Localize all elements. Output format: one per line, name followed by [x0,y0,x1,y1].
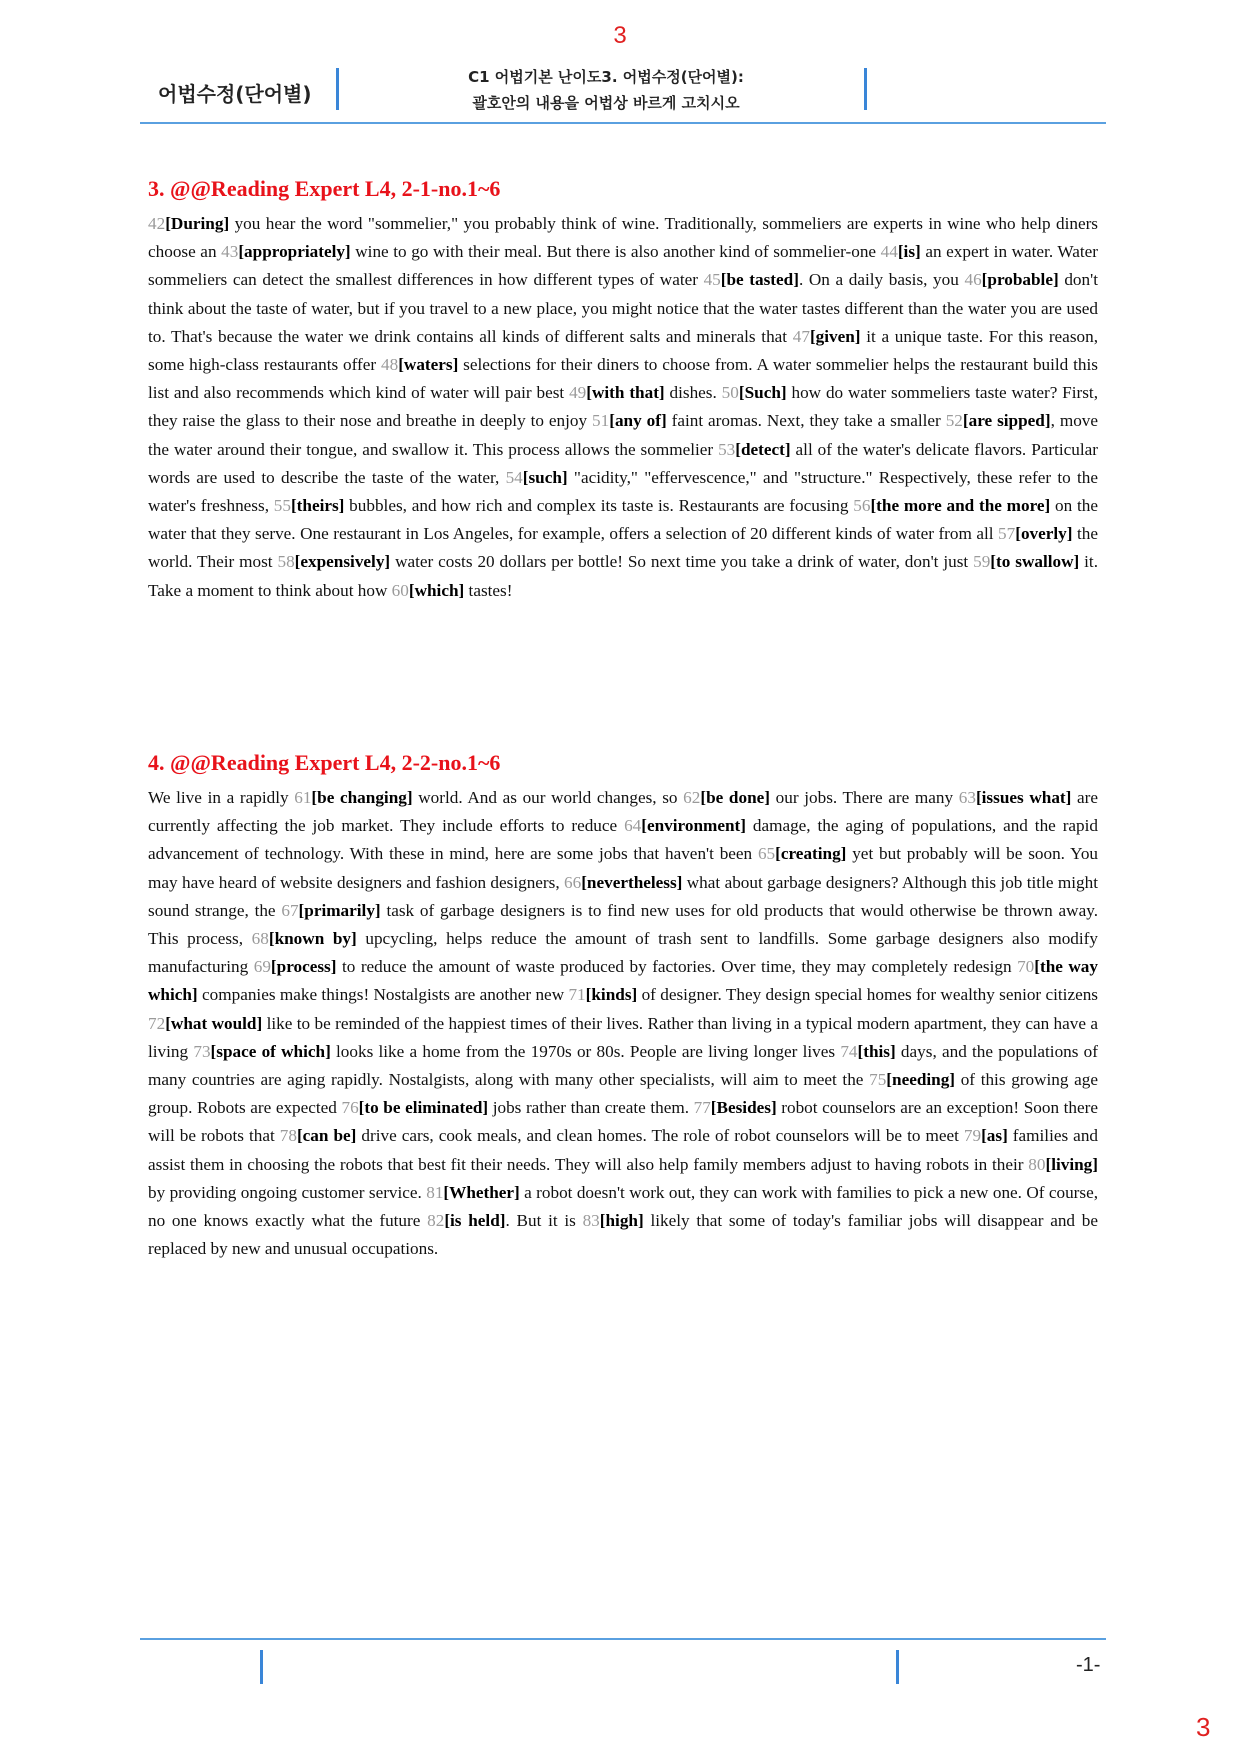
passage-text: you hear the word "sommelier," you probably think of wine. Traditionally, sommeliers are experts in wine who help diners choose an [148,214,1098,262]
question-number: 42 [148,214,166,233]
passage-text: are currently affecting the job market. They include efforts to reduce [148,788,1099,836]
header-subtitle-line1: C1 어법기본 난이도3. 어법수정(단어별): [468,68,744,86]
passage-text: damage, the aging of populations, and the rapid advancement of technology. With these in mind, here are some jobs that haven't been [148,816,1099,864]
question-number: 57 [998,524,1016,544]
bracketed-word: [creating] [775,844,847,864]
bracketed-word: [the more and the more] [870,496,1051,516]
passage-text: "acidity," "effervescence," and "structure." Respectively, these refer to the water's freshness, [148,467,1098,516]
bracketed-word: [are sipped] [962,411,1051,431]
passage-text: yet but probably will be soon. You may have heard of website designers and fashion designers, [148,844,1099,892]
question-number: 77 [693,1098,711,1118]
question-number: 48 [381,355,399,375]
question-number: 80 [1028,1154,1046,1174]
bracketed-word: [to swallow] [990,552,1080,572]
question-number: 65 [757,844,776,864]
passage-text: don't think about the taste of water, but if you travel to a new place, you might notice that the water tastes different than the water you are used to. That's because the water we drink contains all kinds of different salts and minerals that [148,270,1098,346]
bracketed-word: [process] [270,957,337,977]
page-header [140,60,1106,122]
passage-text: upcycling, helps reduce the amount of trash sent to landfills. Some garbage designers also modify manufacturing [148,929,1098,977]
question-number: 78 [279,1126,297,1146]
bracketed-word: [be changing] [311,788,413,807]
header-subtitle-line2: 괄호안의 내용을 어법상 바르게 고치시오 [472,94,740,112]
passage-text: . On a daily basis, you [798,270,965,290]
bracketed-word: [Whether] [443,1182,520,1202]
question-number: 70 [1017,957,1035,977]
section-4 [148,748,1098,1263]
passage-text: task of garbage designers is to find new uses for old products that would otherwise be thrown away. This process, [148,900,1098,949]
bracketed-word: [high] [599,1211,644,1231]
question-number: 81 [426,1182,444,1202]
passage-text: families and assist them in choosing the robots that best fit their needs. They will also help family members adjust to having robots in their [148,1126,1099,1174]
bracketed-word: [living] [1045,1154,1098,1174]
passage-text: of designer. They design special homes for wealthy senior citizens [637,985,1098,1005]
passage-text: drive cars, cook meals, and clean homes. The role of robot counselors will be to meet [356,1126,964,1146]
bracketed-word: [During] [165,214,230,233]
page-marker-corner: 3 [1196,1712,1211,1742]
passage-text: it a unique taste. For this reason, some high-class restaurants offer [148,326,1098,375]
passage-text: by providing ongoing customer service. [148,1182,427,1202]
passage-text: all of the water's delicate flavors. Particular words are used to describe the taste of the water, [148,439,1098,487]
bracketed-word: [needing] [886,1070,956,1090]
bracketed-word: [can be] [296,1126,357,1146]
bracketed-word: [be done] [700,788,770,807]
passage-text: a robot doesn't work out, they can work with families to pick a new one. Of course, no one knows exactly what the future [148,1182,1099,1231]
passage-text: dishes. [664,383,722,403]
question-number: 69 [253,957,271,977]
question-number: 61 [294,788,312,807]
bracketed-word: [issues what] [975,788,1072,807]
bracketed-word: [environment] [641,816,746,836]
passage-text: our jobs. There are many [770,788,959,807]
question-number: 79 [963,1126,982,1146]
bracketed-word: [space of which] [210,1041,331,1061]
passage-text: tastes! [464,580,513,600]
question-number: 75 [869,1070,887,1090]
footer-page-number: -1- [1076,1654,1101,1676]
question-number: 62 [683,788,701,807]
passage-text: jobs rather than create them. [488,1098,694,1118]
passage-text: companies make things! Nostalgists are another new [197,985,569,1005]
bracketed-word: [kinds] [585,985,638,1005]
page-marker-top: 3 [613,22,627,49]
bracketed-word: [expensively] [294,552,391,572]
bracketed-word: [detect] [735,439,791,459]
bracketed-word: [known by] [268,929,357,949]
question-number: 74 [840,1041,858,1061]
passage-text: likely that some of today's familiar jobs will disappear and be replaced by new and unusual occupations. [148,1211,1098,1259]
question-number: 47 [792,326,810,346]
question-number: 53 [718,439,736,459]
passage-text: We live in a rapidly [148,788,295,807]
question-number: 55 [273,496,291,516]
passage-text: to reduce the amount of waste produced by factories. Over time, they may completely redesign [336,957,1018,977]
passage-text: what about garbage designers? Although this job title might sound strange, the [148,872,1098,920]
question-number: 45 [703,270,721,290]
question-number: 51 [592,411,610,431]
passage-text: wine to go with their meal. But there is also another kind of sommelier-one [350,242,881,262]
footer-rule [140,1638,1106,1640]
bracketed-word: [given] [809,326,861,346]
header-subtitle [336,64,876,116]
bracketed-word: [Such] [738,383,787,403]
page-title: 어법수정(단어별) [158,82,312,106]
passage-text: like to be reminded of the happiest times of their lives. Rather than living in a typical modern apartment, they can have a living [148,1013,1099,1061]
question-number: 58 [277,552,295,572]
question-number: 52 [945,411,963,431]
question-number: 60 [391,580,409,600]
question-number: 83 [582,1211,600,1231]
section-3 [148,174,1098,605]
header-divider-right [864,68,867,110]
question-number: 43 [221,242,239,262]
passage-text: water costs 20 dollars per bottle! So next time you take a drink of water, don't just [390,552,974,572]
passage-text: on the water that they serve. One restaurant in Los Angeles, for example, offers a selection of 20 different kinds of water from all [148,496,1099,544]
question-number: 46 [964,270,982,290]
passage-text: world. And as our world changes, so [412,788,684,807]
bracketed-word: [the way which] [148,957,1098,1005]
question-number: 72 [148,1013,166,1033]
question-number: 63 [958,788,976,807]
footer-divider-right [896,1650,899,1684]
question-number: 44 [880,242,898,262]
question-number: 54 [505,467,523,487]
bracketed-word: [theirs] [290,496,345,516]
bracketed-word: [probable] [981,270,1059,290]
passage-text: of this growing age group. Robots are expected [148,1070,1098,1118]
question-number: 68 [251,929,269,949]
header-rule [140,122,1106,124]
bracketed-word: [such] [522,467,568,487]
passage-text: how do water sommeliers taste water? First, they raise the glass to their nose and breathe in deeply to enjoy [148,383,1099,431]
passage [148,210,1098,605]
bracketed-word: [to be eliminated] [358,1098,489,1118]
question-number: 64 [624,816,642,836]
passage-text: . But it is [505,1211,583,1231]
passage-text: , move the water around their tongue, and swallow it. This process allows the sommelier [148,411,1099,459]
passage-text: it. Take a moment to think about how [148,552,1098,600]
question-number: 49 [569,383,587,403]
bracketed-word: [appropriately] [238,242,351,262]
passage-text: the world. Their most [148,524,1098,572]
bracketed-word: [as] [981,1126,1008,1146]
section-heading: 3. @@Reading Expert L4, 2-1-no.1~6 [148,176,501,201]
question-number: 66 [564,872,582,892]
bracketed-word: [be tasted] [720,270,799,290]
passage-text: selections for their diners to choose from. A water sommelier helps the restaurant build this list and also recommends which kind of water will pair best [148,355,1098,403]
question-number: 50 [721,383,739,403]
passage-text: faint aromas. Next, they take a smaller [666,411,946,431]
bracketed-word: [nevertheless] [581,872,683,892]
bracketed-word: [Besides] [710,1098,777,1118]
passage-text: days, and the populations of many countries are aging rapidly. Nostalgists, along with many other specialists, will aim to meet the [148,1041,1098,1090]
question-number: 76 [341,1098,359,1118]
bracketed-word: [primarily] [298,900,381,920]
question-number: 73 [193,1041,211,1061]
bracketed-word: [which] [408,580,465,600]
bracketed-word: [is held] [444,1211,506,1231]
bracketed-word: [this] [857,1041,896,1061]
passage [148,784,1098,1263]
bracketed-word: [overly] [1015,524,1073,544]
question-number: 67 [281,900,299,920]
bracketed-word: [is] [897,242,921,262]
passage-text: bubbles, and how rich and complex its taste is. Restaurants are focusing [344,496,854,516]
section-heading: 4. @@Reading Expert L4, 2-2-no.1~6 [148,750,501,775]
bracketed-word: [what would] [165,1013,263,1033]
passage-text: an expert in water. Water sommeliers can detect the smallest differences in how different types of water [148,242,1099,290]
question-number: 82 [427,1211,445,1231]
footer-divider-left [260,1650,263,1684]
question-number: 71 [568,985,586,1005]
passage-text: robot counselors are an exception! Soon there will be robots that [148,1098,1098,1146]
question-number: 59 [973,552,991,572]
question-number: 56 [853,496,871,516]
bracketed-word: [with that] [586,383,665,403]
bracketed-word: [waters] [398,355,459,375]
passage-text: looks like a home from the 1970s or 80s. People are living longer lives [330,1041,841,1061]
bracketed-word: [any of] [609,411,667,431]
